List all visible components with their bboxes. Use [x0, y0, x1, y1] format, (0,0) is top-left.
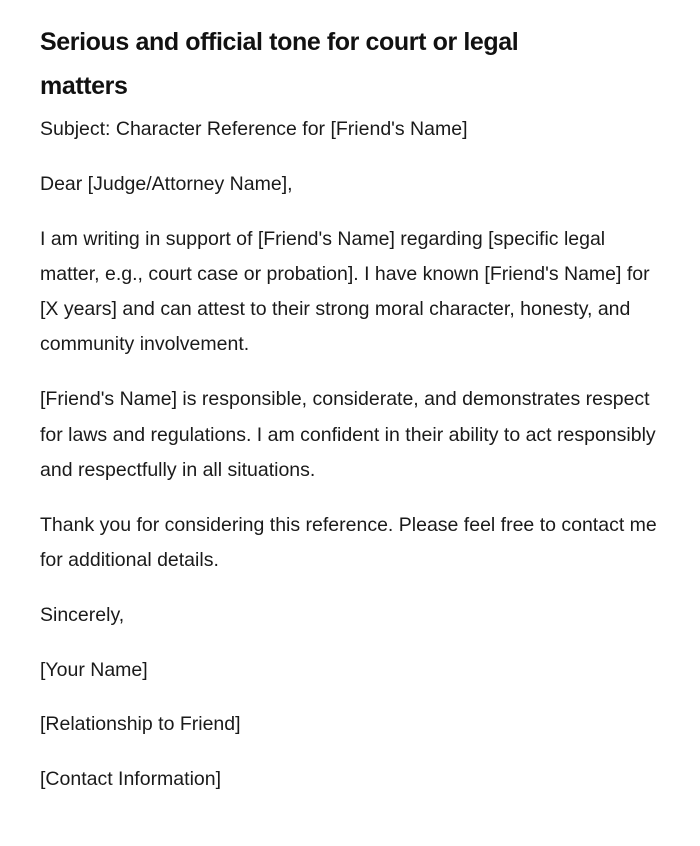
signature-relationship: [Relationship to Friend] [40, 713, 241, 736]
closing: Sincerely, [40, 603, 125, 626]
signature-name: [Your Name] [40, 658, 148, 681]
body-paragraph-3: Thank you for considering this reference. Please feel free to contact me for additional details. [40, 513, 657, 571]
salutation: Dear [Judge/Attorney Name], [40, 172, 293, 195]
body-paragraph-1: I am writing in support of [Friend's Name] regarding [specific legal matter, e.g., court case or probation]. I have known [Friend's Name] for [X years] and can attest to their strong moral character, honesty, and community involvement. [40, 227, 650, 356]
subject-line: Subject: Character Reference for [Friend's Name] [40, 118, 468, 140]
signature-contact: [Contact Information] [40, 768, 222, 791]
body-paragraph-2: [Friend's Name] is responsible, considerate, and demonstrates respect for laws and regulations. I am confident in their ability to act responsibly and respectfully in all situations. [40, 388, 656, 481]
page-title: Serious and official tone for court or legal matters [40, 28, 519, 100]
